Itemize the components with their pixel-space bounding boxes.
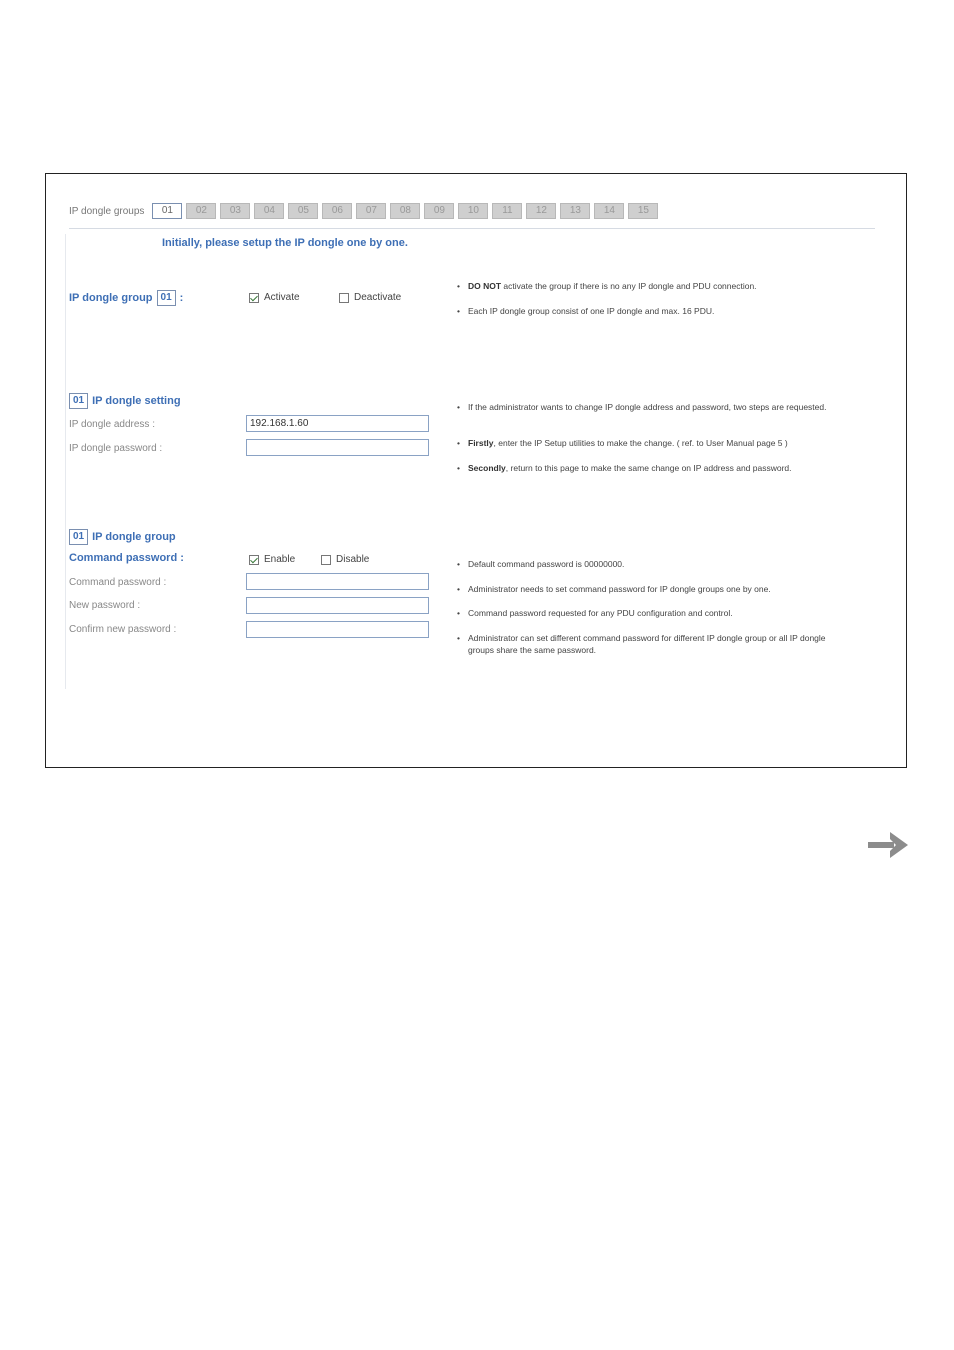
- tab-07[interactable]: 07: [356, 203, 386, 219]
- tab-09[interactable]: 09: [424, 203, 454, 219]
- group-heading: [69, 290, 183, 306]
- note-text: [468, 401, 847, 413]
- tab-14[interactable]: 14: [594, 203, 624, 219]
- enable-label: Enable: [264, 554, 296, 565]
- note-text: [468, 437, 847, 449]
- note-body: Administrator can set different command password for different IP dongle group or all IP dongle groups share the same password.: [468, 633, 826, 655]
- note-item: [457, 280, 847, 292]
- bullet-icon: •: [457, 438, 460, 448]
- note-body: activate the group if there is no any IP dongle and PDU connection.: [501, 281, 757, 291]
- note-body: Command password requested for any PDU configuration and control.: [468, 608, 733, 618]
- tab-12[interactable]: 12: [526, 203, 556, 219]
- command-password-label: Command password :: [69, 577, 167, 588]
- tab-11[interactable]: 11: [492, 203, 522, 219]
- note-item: [457, 401, 847, 413]
- ip-dongle-config-panel: [46, 174, 906, 767]
- note-bold: Secondly: [468, 463, 506, 473]
- command-password-heading: Command password :: [69, 552, 184, 564]
- group-heading-colon: :: [179, 292, 184, 304]
- screenshot-frame: [45, 173, 907, 768]
- note-body: , enter the IP Setup utilities to make the change. ( ref. to User Manual page 5 ): [493, 438, 788, 448]
- disable-checkbox[interactable]: [321, 555, 331, 565]
- tab-15[interactable]: 15: [628, 203, 658, 219]
- intro-text: Initially, please setup the IP dongle one by one.: [162, 237, 408, 249]
- note-text: [468, 583, 847, 595]
- tab-13[interactable]: 13: [560, 203, 590, 219]
- note-item: [457, 437, 847, 449]
- setting-title: IP dongle setting: [92, 395, 181, 407]
- group-tabs-label: IP dongle groups: [69, 205, 145, 217]
- note-body: Administrator needs to set command password for IP dongle groups one by one.: [468, 584, 771, 594]
- deactivate-checkbox[interactable]: [339, 293, 349, 303]
- command-title: IP dongle group: [92, 531, 176, 543]
- note-text: [468, 607, 847, 619]
- disable-option[interactable]: [321, 554, 369, 565]
- bullet-icon: •: [457, 608, 460, 618]
- new-password-input[interactable]: [246, 597, 429, 614]
- note-bold: DO NOT: [468, 281, 502, 291]
- activate-option[interactable]: [249, 292, 300, 303]
- note-text: [468, 462, 847, 474]
- group-heading-label: IP dongle group: [69, 292, 153, 304]
- tab-02[interactable]: 02: [186, 203, 216, 219]
- confirm-password-input[interactable]: [246, 621, 429, 638]
- note-body: Default command password is 00000000.: [468, 559, 625, 569]
- note-item: [457, 558, 847, 570]
- deactivate-label: Deactivate: [354, 292, 402, 303]
- bullet-icon: •: [457, 633, 460, 643]
- group-tabs: [69, 203, 662, 219]
- setting-heading: [69, 393, 181, 409]
- tab-10[interactable]: 10: [458, 203, 488, 219]
- note-item: [457, 462, 847, 474]
- tab-list: [152, 203, 662, 219]
- ip-address-label: IP dongle address :: [69, 419, 155, 430]
- enable-option[interactable]: [249, 554, 295, 565]
- tab-06[interactable]: 06: [322, 203, 352, 219]
- activate-checkbox[interactable]: [249, 293, 259, 303]
- note-text: [468, 280, 847, 292]
- bullet-icon: •: [457, 402, 460, 412]
- note-text: [468, 632, 847, 656]
- tab-03[interactable]: 03: [220, 203, 250, 219]
- note-bold: Firstly: [468, 438, 494, 448]
- note-item: [457, 607, 847, 619]
- note-text: [468, 558, 847, 570]
- enable-checkbox[interactable]: [249, 555, 259, 565]
- right-arrow-icon: [866, 829, 910, 861]
- ip-password-input[interactable]: [246, 439, 429, 456]
- deactivate-option[interactable]: [339, 292, 401, 303]
- ip-password-label: IP dongle password :: [69, 443, 163, 454]
- note-body: Each IP dongle group consist of one IP dongle and max. 16 PDU.: [468, 306, 715, 316]
- ip-address-input[interactable]: [246, 415, 429, 432]
- disable-label: Disable: [336, 554, 370, 565]
- bullet-icon: •: [457, 463, 460, 473]
- group-number-badge: 01: [157, 290, 176, 306]
- bullet-icon: •: [457, 281, 460, 291]
- note-body: , return to this page to make the same change on IP address and password.: [505, 463, 792, 473]
- section-guide-line: [65, 234, 66, 689]
- tab-04[interactable]: 04: [254, 203, 284, 219]
- command-password-input[interactable]: [246, 573, 429, 590]
- note-item: [457, 583, 847, 595]
- note-item: [457, 632, 847, 656]
- bullet-icon: •: [457, 584, 460, 594]
- note-item: [457, 305, 847, 317]
- bullet-icon: •: [457, 306, 460, 316]
- tab-05[interactable]: 05: [288, 203, 318, 219]
- header-divider: [69, 228, 875, 229]
- command-number-badge: 01: [69, 529, 88, 545]
- setting-number-badge: 01: [69, 393, 88, 409]
- confirm-password-label: Confirm new password :: [69, 624, 177, 635]
- new-password-label: New password :: [69, 600, 141, 611]
- note-text: [468, 305, 847, 317]
- tab-08[interactable]: 08: [390, 203, 420, 219]
- tab-01[interactable]: 01: [152, 203, 182, 219]
- note-body: If the administrator wants to change IP dongle address and password, two steps are requested.: [468, 402, 827, 412]
- activate-label: Activate: [264, 292, 300, 303]
- command-heading: [69, 529, 176, 545]
- bullet-icon: •: [457, 559, 460, 569]
